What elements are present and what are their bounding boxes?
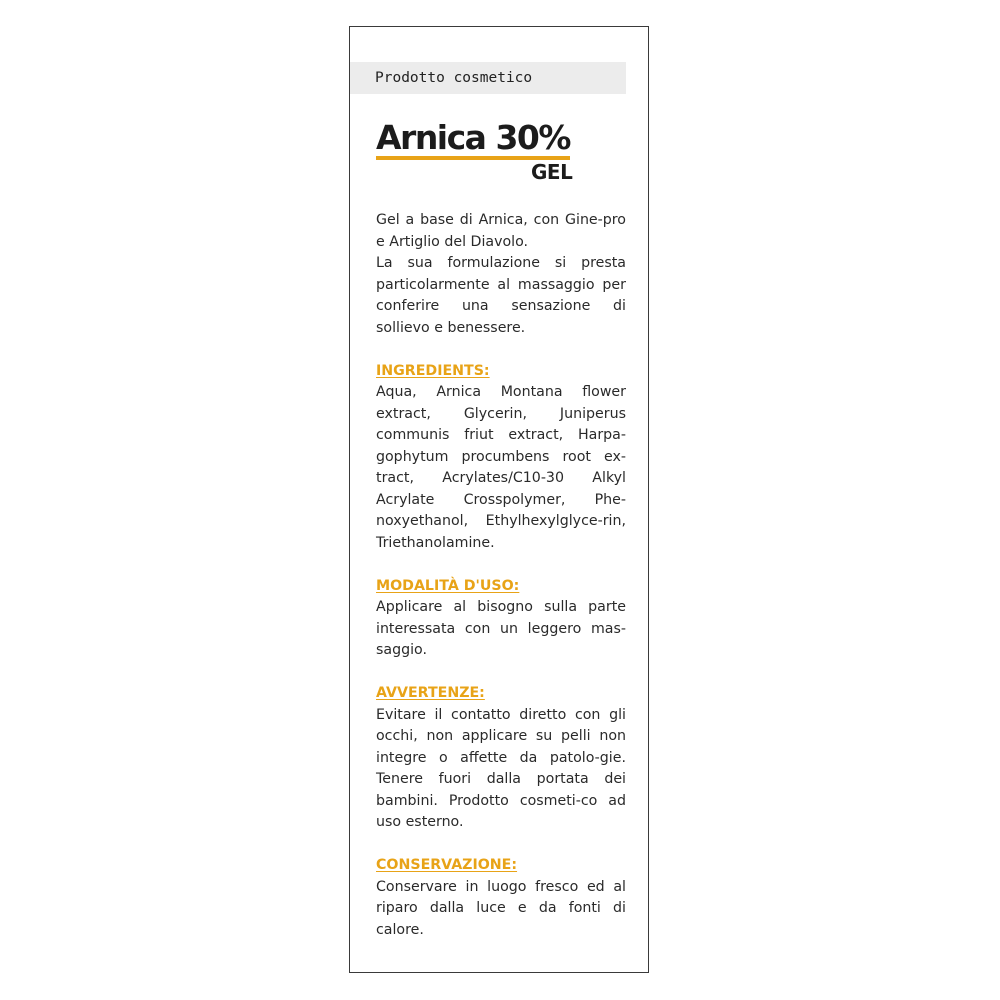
storage-heading: CONSERVAZIONE: <box>376 857 518 873</box>
product-form: GEL <box>531 160 573 184</box>
product-title <box>376 118 586 184</box>
usage-heading: MODALITÀ D'USO: <box>376 577 520 594</box>
ingredients-section <box>376 361 626 555</box>
storage-text: Conservare in luogo fresco ed al riparo dalla luce e da fonti di calore. <box>376 878 626 938</box>
warnings-heading: AVVERTENZE: <box>376 685 485 701</box>
ingredients-text: Aqua, Arnica Montana flower extract, Glycerin, Juniperus communis friut extract, Harpa-gophytum procumbens root ex-tract, Acrylates/C10-30 Alkyl Acrylate Crosspolymer, Phe-noxyethanol, Ethylhexylglyce-rin, Triethanolamine. <box>376 384 626 551</box>
product-name: Arnica 30% <box>376 120 570 160</box>
label-body <box>376 210 626 941</box>
ingredients-heading: INGREDIENTS: <box>376 362 490 379</box>
description-line-1: Gel a base di Arnica, con Gine-pro e Artiglio del Diavolo. <box>376 212 626 250</box>
usage-text: Applicare al bisogno sulla parte interessata con un leggero mas-saggio. <box>376 599 626 658</box>
usage-section <box>376 576 626 662</box>
warnings-section <box>376 683 626 834</box>
storage-section <box>376 855 626 941</box>
product-label <box>349 26 649 973</box>
warnings-text: Evitare il contatto diretto con gli occhi, non applicare su pelli non integre o affette da patolo-gie. Tenere fuori dalla portata dei bambini. Prodotto cosmeti-co ad uso esterno. <box>376 706 626 830</box>
category-tag: Prodotto cosmetico <box>350 62 626 94</box>
description-line-2: La sua formulazione si presta particolarmente al massaggio per conferire una sensazione di sollievo e benessere. <box>376 255 626 336</box>
